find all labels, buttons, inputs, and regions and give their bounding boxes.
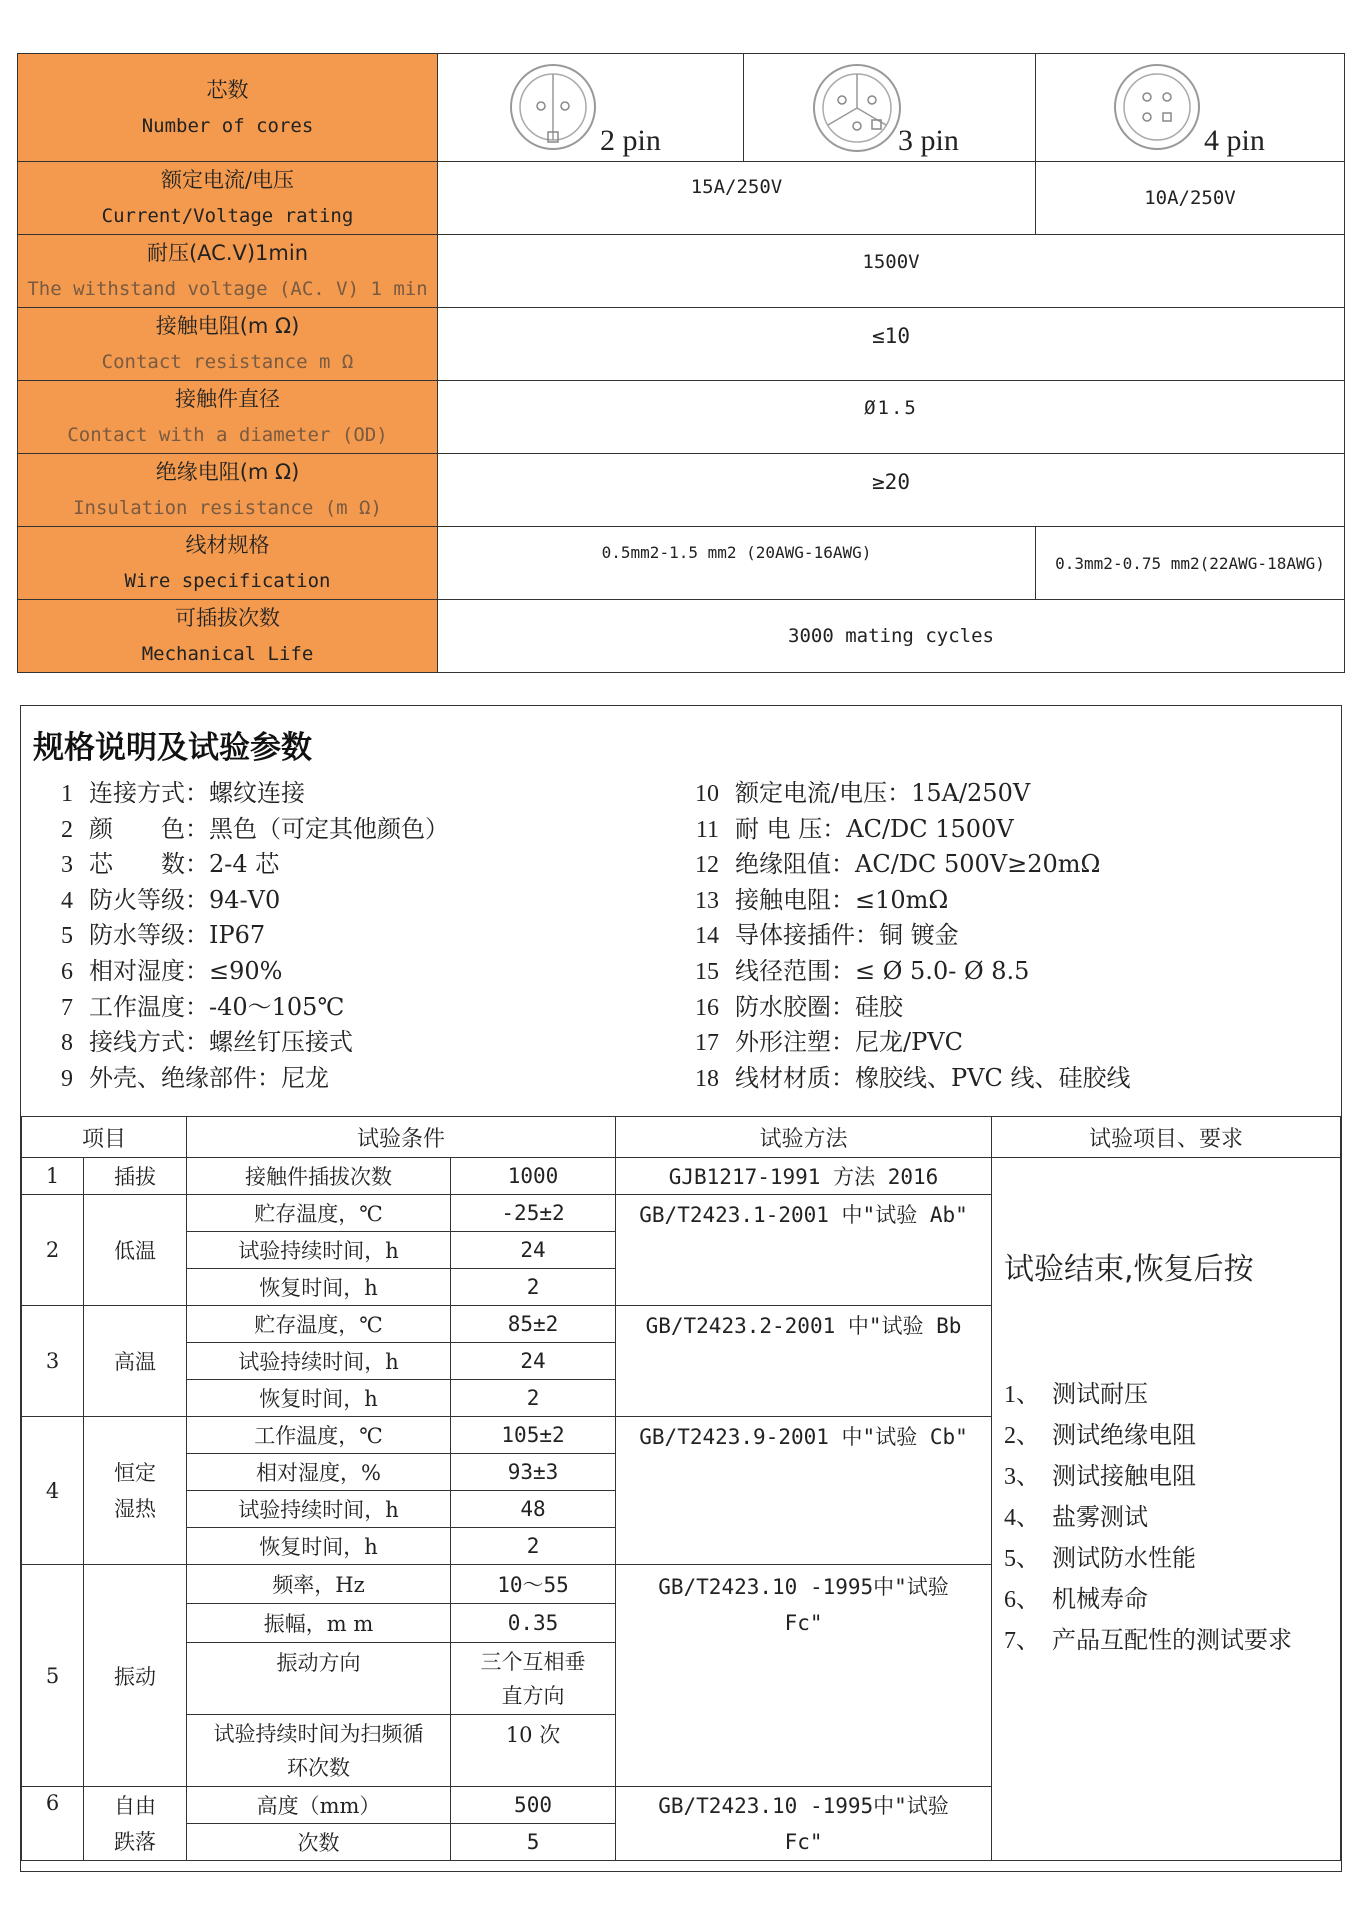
test-method: GB/T2423.10 -1995中"试验Fc" bbox=[616, 1565, 992, 1787]
param-text: 外壳、绝缘部件：尼龙 bbox=[89, 1063, 329, 1092]
spec-row-mechanical-life bbox=[18, 600, 1345, 673]
requirement-number: 1、 bbox=[1004, 1382, 1041, 1408]
param-number: 11 bbox=[695, 816, 719, 843]
param-text: 连接方式：螺纹连接 bbox=[89, 779, 305, 807]
list-item bbox=[1004, 1497, 1340, 1538]
spec-label-mechanical-life bbox=[18, 600, 438, 673]
param-text: 接线方式：螺丝钉压接式 bbox=[89, 1028, 353, 1057]
param-item bbox=[21, 1061, 449, 1097]
param-item bbox=[669, 847, 1130, 883]
requirement-number: 2、 bbox=[1004, 1423, 1041, 1449]
test-name: 自由跌落 bbox=[84, 1787, 187, 1861]
test-number: 2 bbox=[22, 1195, 84, 1306]
param-text: 防水胶圈：硅胶 bbox=[735, 992, 903, 1021]
pin-label: 2 pin bbox=[600, 123, 661, 157]
condition-label: 恢复时间，h bbox=[187, 1380, 451, 1417]
param-number: 6 bbox=[61, 958, 73, 985]
test-method: GJB1217-1991 方法 2016 bbox=[616, 1158, 992, 1195]
param-text: 芯 数：2-4 芯 bbox=[89, 850, 280, 879]
table-row bbox=[22, 1158, 1341, 1195]
test-name: 低温 bbox=[84, 1195, 187, 1306]
list-item bbox=[1004, 1538, 1340, 1579]
param-item bbox=[21, 847, 449, 883]
param-item bbox=[21, 776, 449, 812]
current-value-2: 10A/250V bbox=[1036, 162, 1345, 235]
condition-value: 10～55 bbox=[451, 1565, 616, 1604]
label-zh: 芯数 bbox=[206, 77, 249, 102]
condition-value: 500 bbox=[451, 1787, 616, 1824]
test-name: 恒定湿热 bbox=[84, 1417, 187, 1565]
pin-cell-2 bbox=[438, 54, 744, 162]
label-zh: 耐压(AC.V)1min bbox=[146, 241, 309, 265]
spec-row-contact-resistance bbox=[18, 308, 1345, 381]
param-number: 10 bbox=[695, 781, 719, 807]
test-method: GB/T2423.9-2001 中"试验 Cb" bbox=[616, 1417, 992, 1565]
condition-value: 105±2 bbox=[451, 1417, 616, 1454]
param-number: 8 bbox=[61, 1030, 73, 1057]
list-item bbox=[1004, 1579, 1340, 1620]
condition-value: 48 bbox=[451, 1491, 616, 1528]
condition-label: 次数 bbox=[187, 1824, 451, 1861]
condition-value: -25±2 bbox=[451, 1195, 616, 1232]
label-zh: 线材规格 bbox=[185, 533, 270, 557]
condition-value: 5 bbox=[451, 1824, 616, 1861]
two-pin-connector-icon bbox=[508, 62, 598, 152]
condition-label: 接触件插拔次数 bbox=[187, 1158, 451, 1195]
test-method: GB/T2423.1-2001 中"试验 Ab" bbox=[616, 1195, 992, 1306]
condition-label: 振动方向 bbox=[187, 1643, 451, 1715]
label-zh: 接触件直径 bbox=[175, 387, 280, 411]
test-number: 1 bbox=[22, 1158, 84, 1195]
requirement-text: 测试耐压 bbox=[1052, 1380, 1149, 1408]
header-item: 项目 bbox=[22, 1117, 187, 1158]
param-text: 导体接插件：铜 镀金 bbox=[735, 921, 959, 950]
requirement-text: 测试绝缘电阻 bbox=[1052, 1421, 1197, 1449]
param-item bbox=[669, 812, 1130, 848]
param-list-left bbox=[21, 776, 449, 1096]
param-text: 防火等级：94-V0 bbox=[89, 885, 281, 914]
test-number: 5 bbox=[22, 1565, 84, 1787]
label-zh: 绝缘电阻(m Ω) bbox=[155, 460, 300, 484]
param-text: 耐 电 压：AC/DC 1500V bbox=[735, 814, 1014, 843]
condition-value: 24 bbox=[451, 1232, 616, 1269]
param-item bbox=[669, 776, 1130, 812]
current-value-1: 15A/250V bbox=[438, 162, 1036, 235]
test-name: 插拔 bbox=[84, 1158, 187, 1195]
param-text: 线径范围：≤ Ø 5.0- Ø 8.5 bbox=[735, 956, 1030, 985]
param-item bbox=[669, 954, 1130, 990]
param-item bbox=[21, 1025, 449, 1061]
param-item bbox=[21, 990, 449, 1026]
condition-value: 93±3 bbox=[451, 1454, 616, 1491]
param-item bbox=[21, 812, 449, 848]
param-text: 接触电阻：≤10mΩ bbox=[735, 885, 949, 914]
spec-label-withstand bbox=[18, 235, 438, 308]
requirement-text: 机械寿命 bbox=[1052, 1585, 1149, 1613]
condition-value: 0.35 bbox=[451, 1604, 616, 1643]
pin-label: 4 pin bbox=[1204, 123, 1265, 157]
spec-label-insulation bbox=[18, 454, 438, 527]
mechanical-life-value: 3000 mating cycles bbox=[438, 600, 1345, 673]
spec-label-contact-resistance bbox=[18, 308, 438, 381]
param-number: 7 bbox=[61, 994, 73, 1021]
param-item bbox=[669, 918, 1130, 954]
label-en: Contact resistance m Ω bbox=[101, 351, 354, 373]
requirement-text: 测试接触电阻 bbox=[1052, 1462, 1197, 1490]
pin-label: 3 pin bbox=[898, 123, 959, 157]
param-number: 3 bbox=[61, 852, 73, 879]
condition-value: 24 bbox=[451, 1343, 616, 1380]
wire-value-1: 0.5mm2-1.5 mm2 (20AWG-16AWG) bbox=[438, 527, 1036, 600]
param-text: 外形注塑：尼龙/PVC bbox=[735, 1028, 963, 1057]
requirement-number: 5、 bbox=[1004, 1546, 1041, 1572]
spec-and-test-section bbox=[20, 705, 1342, 1872]
spec-label-current bbox=[18, 162, 438, 235]
label-zh: 额定电流/电压 bbox=[160, 168, 295, 192]
condition-label: 工作温度，℃ bbox=[187, 1417, 451, 1454]
test-name: 振动 bbox=[84, 1565, 187, 1787]
spec-row-wire bbox=[18, 527, 1345, 600]
section-title: 规格说明及试验参数 bbox=[33, 730, 312, 766]
requirement-number: 7、 bbox=[1004, 1628, 1041, 1654]
spec-row-diameter bbox=[18, 381, 1345, 454]
condition-value: 10 次 bbox=[451, 1715, 616, 1787]
pin-cell-4 bbox=[1036, 54, 1345, 162]
requirement-number: 3、 bbox=[1004, 1464, 1041, 1490]
spec-row-current bbox=[18, 162, 1345, 235]
test-header-row bbox=[22, 1117, 1341, 1158]
param-item bbox=[21, 918, 449, 954]
condition-value: 85±2 bbox=[451, 1306, 616, 1343]
condition-label: 频率，Hz bbox=[187, 1565, 451, 1604]
condition-label: 试验持续时间，h bbox=[187, 1232, 451, 1269]
header-requirement: 试验项目、要求 bbox=[992, 1117, 1341, 1158]
condition-label: 试验持续时间，h bbox=[187, 1343, 451, 1380]
param-list-right bbox=[669, 776, 1130, 1096]
param-number: 18 bbox=[695, 1065, 719, 1092]
requirement-text: 盐雾测试 bbox=[1052, 1503, 1149, 1531]
test-name: 高温 bbox=[84, 1306, 187, 1417]
list-item bbox=[1004, 1456, 1340, 1497]
param-text: 工作温度：-40～105℃ bbox=[89, 992, 345, 1021]
spec-label-cores bbox=[18, 54, 438, 162]
requirement-number: 4、 bbox=[1004, 1505, 1041, 1531]
condition-label: 高度（mm） bbox=[187, 1787, 451, 1824]
condition-label: 振幅，m m bbox=[187, 1604, 451, 1643]
withstand-value: 1500V bbox=[438, 235, 1345, 308]
pin-cell-3 bbox=[744, 54, 1036, 162]
three-pin-connector-icon bbox=[811, 62, 903, 154]
header-condition: 试验条件 bbox=[187, 1117, 616, 1158]
list-item bbox=[1004, 1620, 1340, 1661]
condition-label: 恢复时间，h bbox=[187, 1269, 451, 1306]
param-item bbox=[669, 1061, 1130, 1097]
condition-value: 2 bbox=[451, 1528, 616, 1565]
spec-label-wire bbox=[18, 527, 438, 600]
label-zh: 可插拔次数 bbox=[175, 606, 280, 630]
param-number: 1 bbox=[61, 781, 73, 807]
insulation-value: ≥20 bbox=[438, 454, 1345, 527]
diameter-value: Ø1.5 bbox=[438, 381, 1345, 454]
requirement-text: 产品互配性的测试要求 bbox=[1052, 1626, 1293, 1654]
test-table bbox=[21, 1116, 1341, 1861]
label-en: Number of cores bbox=[141, 114, 314, 137]
condition-label: 试验持续时间为扫频循环次数 bbox=[187, 1715, 451, 1787]
label-en: Wire specification bbox=[124, 570, 331, 592]
param-number: 5 bbox=[61, 923, 73, 950]
wire-value-2: 0.3mm2-0.75 mm2(22AWG-18AWG) bbox=[1036, 527, 1345, 600]
test-method: GB/T2423.2-2001 中"试验 Bb bbox=[616, 1306, 992, 1417]
label-en: Contact with a diameter (OD) bbox=[67, 424, 388, 446]
label-en: Current/Voltage rating bbox=[101, 205, 354, 227]
four-pin-connector-icon bbox=[1112, 62, 1202, 152]
test-number: 4 bbox=[22, 1417, 84, 1565]
spec-table bbox=[17, 53, 1345, 673]
param-number: 9 bbox=[61, 1065, 73, 1092]
spec-row-cores bbox=[18, 54, 1345, 162]
test-number: 3 bbox=[22, 1306, 84, 1417]
condition-value: 2 bbox=[451, 1269, 616, 1306]
label-zh: 接触电阻(m Ω) bbox=[155, 314, 300, 338]
condition-label: 试验持续时间，h bbox=[187, 1491, 451, 1528]
condition-value: 三个互相垂直方向 bbox=[451, 1643, 616, 1715]
label-en: Insulation resistance (m Ω) bbox=[73, 497, 382, 519]
condition-value: 2 bbox=[451, 1380, 616, 1417]
condition-value: 1000 bbox=[451, 1158, 616, 1195]
param-item bbox=[21, 883, 449, 919]
param-number: 16 bbox=[695, 994, 719, 1021]
label-en: The withstand voltage (AC. V) 1 min bbox=[27, 278, 428, 300]
requirement-number: 6、 bbox=[1004, 1587, 1041, 1613]
test-number: 6 bbox=[22, 1787, 84, 1861]
label-en: Mechanical Life bbox=[141, 643, 314, 665]
param-text: 相对湿度：≤90% bbox=[89, 956, 283, 985]
param-number: 4 bbox=[61, 887, 73, 914]
contact-resistance-value: ≤10 bbox=[438, 308, 1345, 381]
list-item bbox=[1004, 1374, 1340, 1415]
requirement-text: 测试防水性能 bbox=[1052, 1544, 1197, 1572]
param-text: 颜 色：黑色（可定其他颜色） bbox=[89, 814, 449, 843]
param-number: 12 bbox=[695, 852, 719, 879]
condition-label: 贮存温度，℃ bbox=[187, 1306, 451, 1343]
param-item bbox=[669, 990, 1130, 1026]
condition-label: 贮存温度，℃ bbox=[187, 1195, 451, 1232]
param-number: 17 bbox=[695, 1030, 719, 1057]
condition-label: 恢复时间，h bbox=[187, 1528, 451, 1565]
requirement-cell bbox=[992, 1158, 1341, 1861]
param-number: 2 bbox=[61, 816, 73, 843]
condition-label: 相对湿度，% bbox=[187, 1454, 451, 1491]
param-item bbox=[669, 883, 1130, 919]
param-number: 15 bbox=[695, 958, 719, 985]
param-text: 线材材质：橡胶线、PVC 线、硅胶线 bbox=[735, 1063, 1131, 1092]
header-method: 试验方法 bbox=[616, 1117, 992, 1158]
param-text: 额定电流/电压：15A/250V bbox=[735, 779, 1031, 807]
requirement-list bbox=[1004, 1374, 1340, 1661]
param-item bbox=[21, 954, 449, 990]
list-item bbox=[1004, 1415, 1340, 1456]
requirement-heading: 试验结束,恢复后按 bbox=[1004, 1252, 1254, 1287]
param-text: 防水等级：IP67 bbox=[89, 921, 266, 950]
param-number: 13 bbox=[695, 887, 719, 914]
param-item bbox=[669, 1025, 1130, 1061]
param-text: 绝缘阻值：AC/DC 500V≥20mΩ bbox=[735, 850, 1101, 879]
param-number: 14 bbox=[695, 923, 719, 950]
spec-label-diameter bbox=[18, 381, 438, 454]
spec-row-insulation bbox=[18, 454, 1345, 527]
spec-row-withstand bbox=[18, 235, 1345, 308]
test-method: GB/T2423.10 -1995中"试验Fc" bbox=[616, 1787, 992, 1861]
